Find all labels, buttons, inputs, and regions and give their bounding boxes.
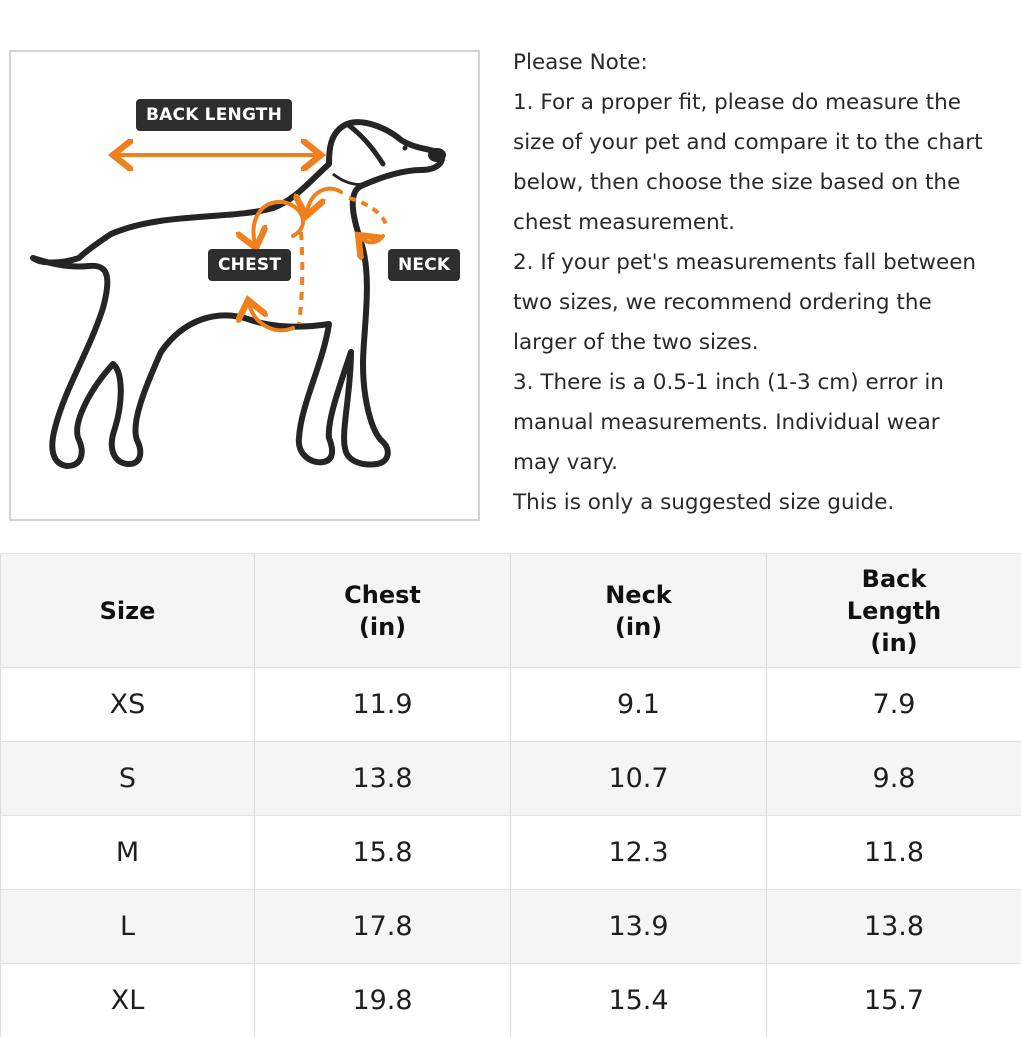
- note-line: two sizes, we recommend ordering the: [513, 283, 1018, 323]
- table-row: [1, 742, 1021, 816]
- neck-measure-arrow: [307, 189, 341, 212]
- header-neck: Neck (in): [511, 554, 767, 668]
- cell-chest: 17.8: [255, 890, 511, 964]
- note-line: 3. There is a 0.5-1 inch (1-3 cm) error in: [513, 363, 1018, 403]
- neck-label: NECK: [388, 249, 460, 281]
- header-size: Size: [1, 554, 255, 668]
- cell-chest: 13.8: [255, 742, 511, 816]
- cell-back-length: 11.8: [767, 816, 1021, 890]
- note-line: may vary.: [513, 443, 1018, 483]
- note-line: chest measurement.: [513, 203, 1018, 243]
- header-chest: Chest (in): [255, 554, 511, 668]
- note-line: 2. If your pet's measurements fall between: [513, 243, 1018, 283]
- note-line: below, then choose the size based on the: [513, 163, 1018, 203]
- table-row: [1, 668, 1021, 742]
- note-line: manual measurements. Individual wear: [513, 403, 1018, 443]
- table-header-row: [1, 554, 1021, 668]
- cell-neck: 15.4: [511, 964, 767, 1037]
- cell-size: L: [1, 890, 255, 964]
- cell-size: M: [1, 816, 255, 890]
- cell-neck: 9.1: [511, 668, 767, 742]
- cell-chest: 15.8: [255, 816, 511, 890]
- cell-size: S: [1, 742, 255, 816]
- chest-label: CHEST: [208, 249, 291, 281]
- back-length-label: BACK LENGTH: [136, 99, 292, 131]
- table-row: [1, 816, 1021, 890]
- note-line: This is only a suggested size guide.: [513, 483, 1018, 523]
- table-row: [1, 964, 1021, 1037]
- note-line: 1. For a proper fit, please do measure the: [513, 83, 1018, 123]
- cell-back-length: 13.8: [767, 890, 1021, 964]
- cell-size: XL: [1, 964, 255, 1037]
- header-back-length: Back Length (in): [767, 554, 1021, 668]
- cell-chest: 11.9: [255, 668, 511, 742]
- dog-silhouette: [33, 122, 442, 466]
- cell-back-length: 15.7: [767, 964, 1021, 1037]
- dog-measurement-diagram: [9, 50, 480, 521]
- size-chart-table: [0, 553, 1021, 1037]
- cell-back-length: 7.9: [767, 668, 1021, 742]
- note-line: size of your pet and compare it to the chart: [513, 123, 1018, 163]
- cell-back-length: 9.8: [767, 742, 1021, 816]
- note-line: larger of the two sizes.: [513, 323, 1018, 363]
- cell-neck: 10.7: [511, 742, 767, 816]
- fit-note: [513, 43, 1018, 523]
- cell-size: XS: [1, 668, 255, 742]
- cell-neck: 13.9: [511, 890, 767, 964]
- cell-chest: 19.8: [255, 964, 511, 1037]
- cell-neck: 12.3: [511, 816, 767, 890]
- table-row: [1, 890, 1021, 964]
- note-heading: Please Note:: [513, 43, 1018, 83]
